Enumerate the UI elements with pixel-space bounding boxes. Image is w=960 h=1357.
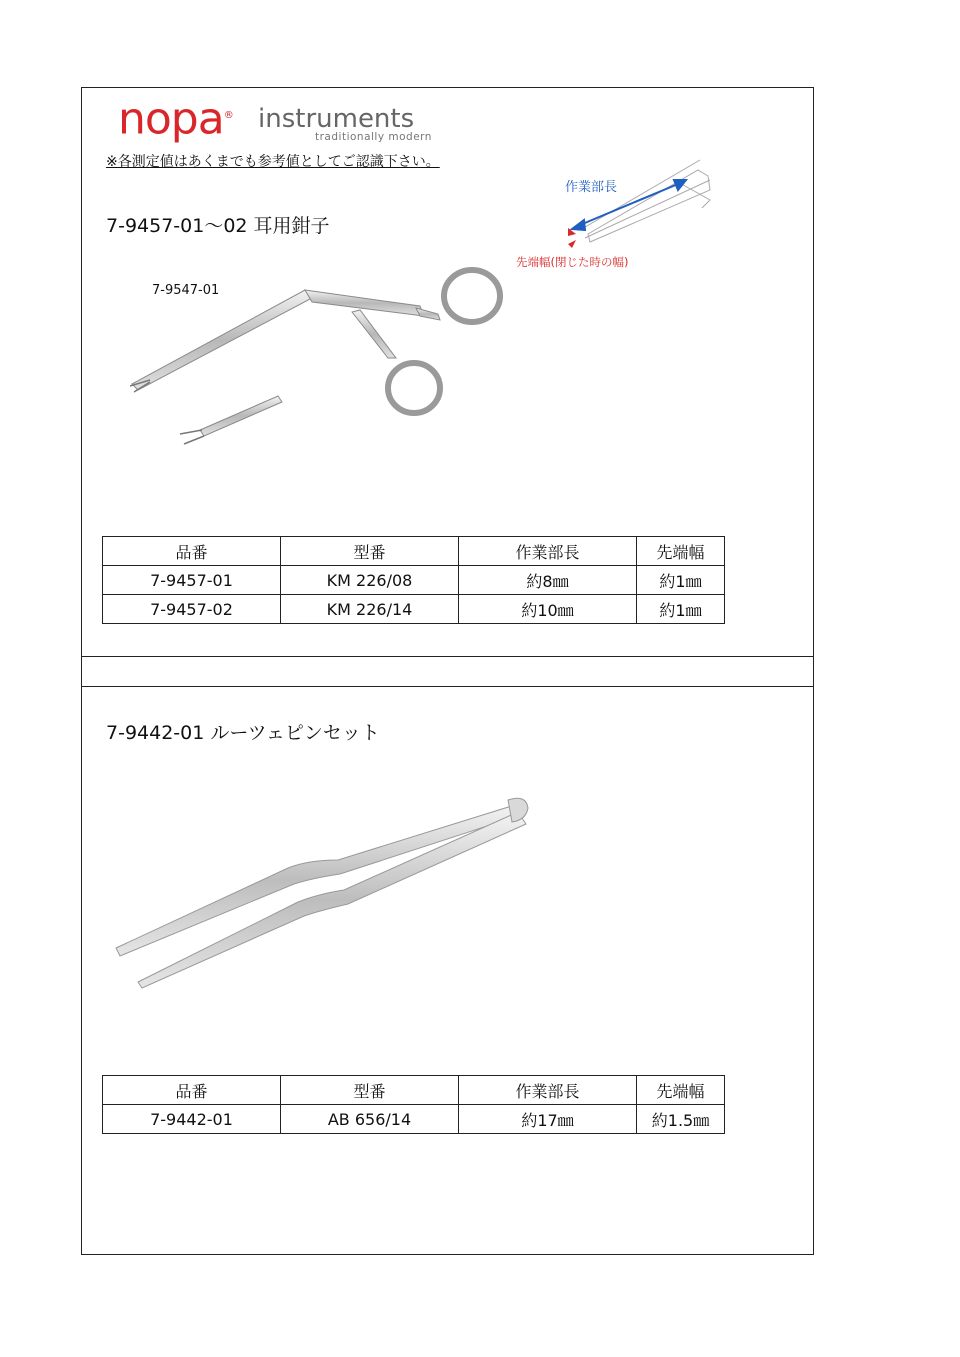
forceps-handle [352,308,440,358]
ear-forceps-image [120,262,520,467]
header-model-number: 型番 [281,537,459,566]
header-tip-width: 先端幅 [637,537,725,566]
header-part-number: 品番 [103,1076,281,1105]
image-item-label: 7-9547-01 [152,283,220,298]
cell-model-number: KM 226/14 [281,595,459,624]
header-part-number: 品番 [103,537,281,566]
table-header-row [103,537,725,566]
forceps-tip-detail [180,396,282,444]
cell-part-number: 7-9457-01 [103,566,281,595]
brand-registered: ® [223,110,233,121]
table-row [103,566,725,595]
tweezers-image [108,790,538,990]
diagram-length-label: 作業部長 [565,180,618,195]
tweezers-upper-arm [116,804,524,956]
header-tip-width: 先端幅 [637,1076,725,1105]
cell-tip-width: 約1㎜ [637,595,725,624]
reference-note: ※各測定値はあくまでも参考値としてご認識下さい。 [106,154,440,170]
diagram-instrument-outline [580,160,710,242]
brand-subtitle: instruments [258,104,415,134]
measurement-diagram [560,150,720,250]
header-model-number: 型番 [281,1076,459,1105]
table-header-row [103,1076,725,1105]
tweezers-lower-arm [138,812,526,988]
cell-part-number: 7-9457-02 [103,595,281,624]
cell-part-number: 7-9442-01 [103,1105,281,1134]
section1-spec-table [102,536,725,624]
cell-tip-width: 約1㎜ [637,566,725,595]
table-row [103,1105,725,1134]
brand-tagline: traditionally modern [315,131,432,143]
cell-model-number: AB 656/14 [281,1105,459,1134]
width-arrow [568,228,576,248]
cell-working-length: 約8㎜ [459,566,637,595]
forceps-rings [388,270,500,413]
cell-tip-width: 約1.5㎜ [637,1105,725,1134]
tweezers-end [508,798,528,822]
brand-logo [118,88,233,148]
brand-name: nopa [118,93,224,145]
diagram-width-label: 先端幅(閉じた時の幅) [516,255,629,269]
section2-spec-table [102,1075,725,1134]
header-working-length: 作業部長 [459,1076,637,1105]
section1-title: 7-9457-01～02 耳用鉗子 [106,215,330,237]
cell-working-length: 約10㎜ [459,595,637,624]
header-working-length: 作業部長 [459,537,637,566]
section2-title: 7-9442-01 ルーツェピンセット [106,722,380,744]
section-divider-row [81,656,814,687]
table-row [103,595,725,624]
cell-model-number: KM 226/08 [281,566,459,595]
cell-working-length: 約17㎜ [459,1105,637,1134]
